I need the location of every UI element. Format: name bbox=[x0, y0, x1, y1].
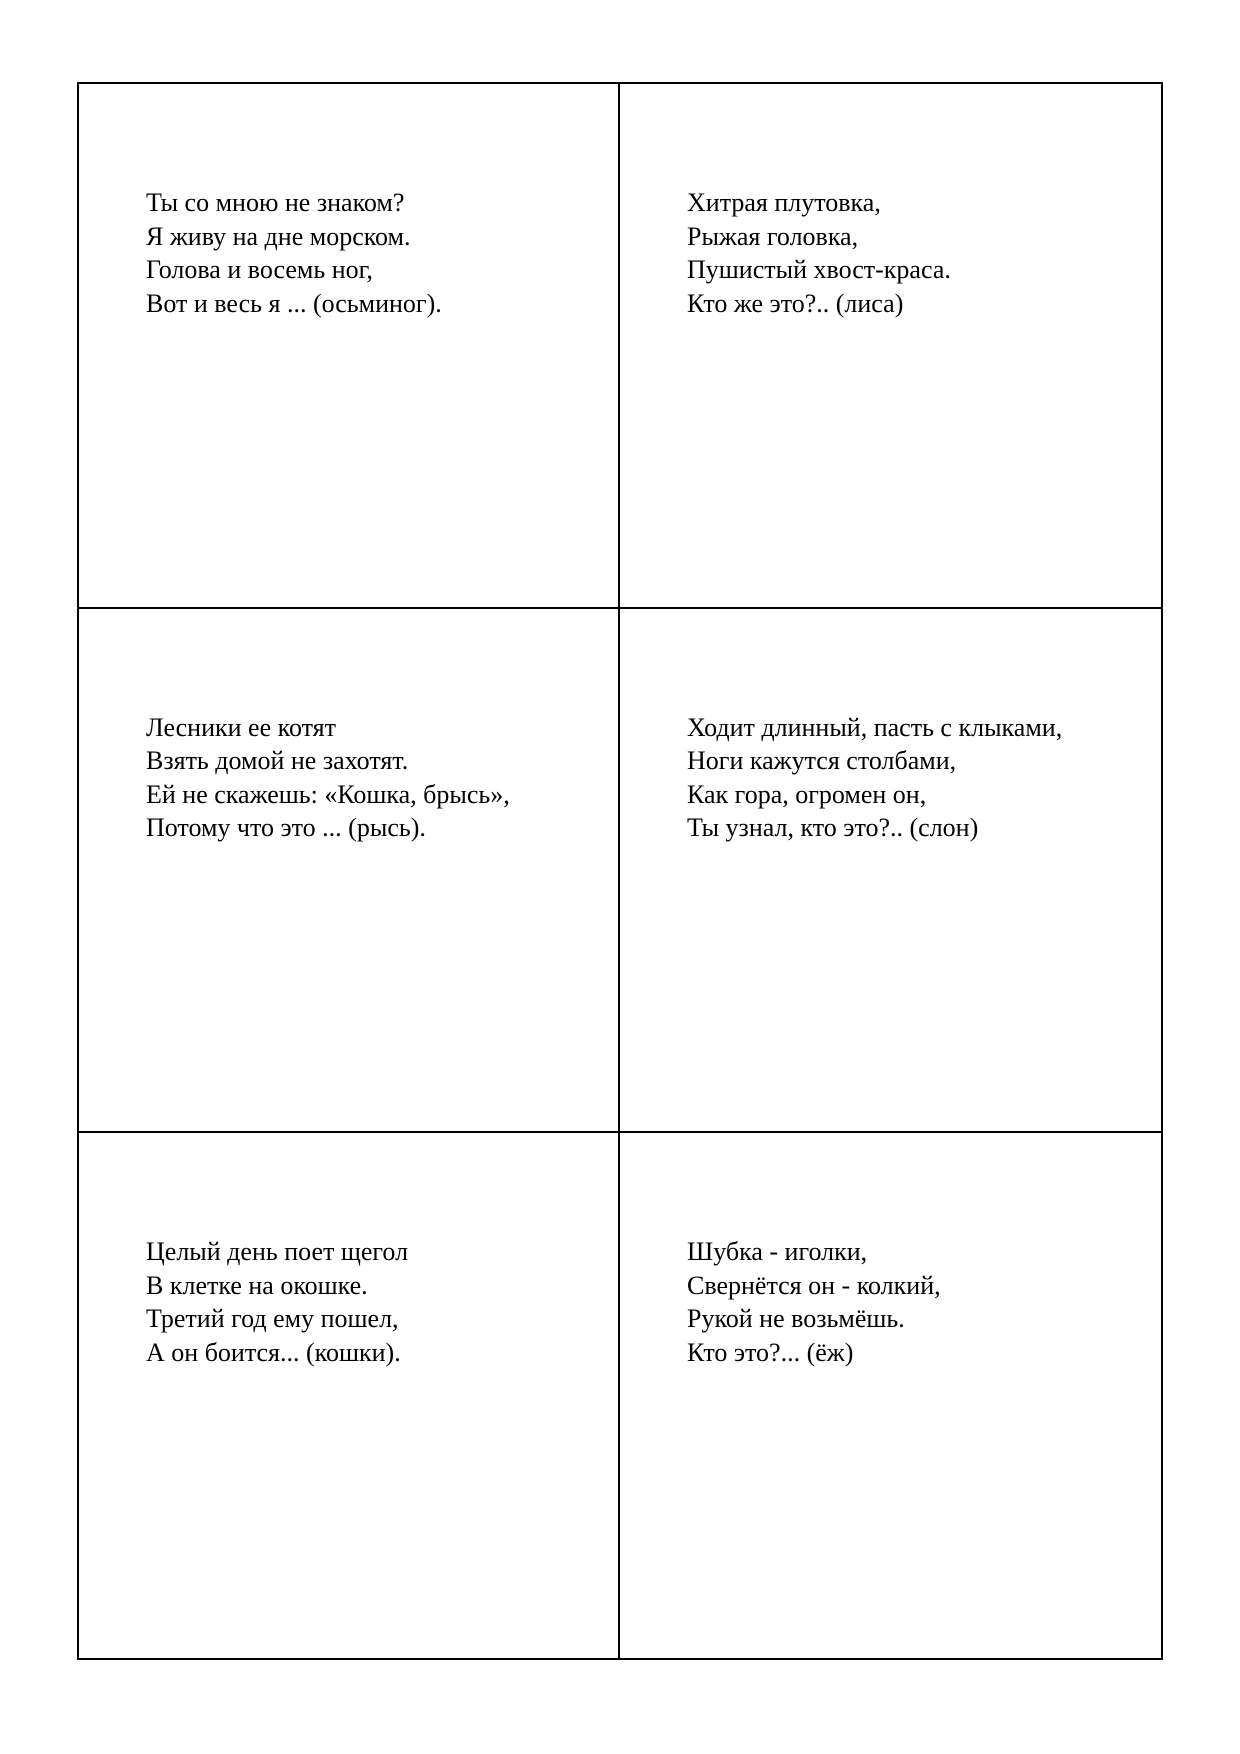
riddle-card-cats bbox=[79, 1133, 620, 1658]
riddle-card-grid bbox=[77, 82, 1163, 1660]
riddle-text bbox=[687, 711, 1062, 845]
riddle-line: Рыжая головка, bbox=[687, 221, 859, 251]
riddle-text bbox=[146, 1235, 408, 1369]
riddle-card-hedgehog bbox=[620, 1133, 1161, 1658]
riddle-line: Кто это?... (ёж) bbox=[687, 1337, 854, 1367]
riddle-line: Ноги кажутся столбами, bbox=[687, 746, 957, 776]
riddle-text bbox=[146, 186, 442, 320]
riddle-text bbox=[687, 186, 951, 320]
riddle-line: В клетке на окошке. bbox=[146, 1270, 368, 1300]
riddle-line: Целый день поет щегол bbox=[146, 1237, 409, 1267]
riddle-line: Кто же это?.. (лиса) bbox=[687, 288, 904, 318]
riddle-line: Хитрая плутовка, bbox=[687, 188, 881, 217]
riddle-line: Пушистый хвост-краса. bbox=[687, 255, 951, 284]
riddle-line: Ты со мною не знаком? bbox=[146, 188, 405, 217]
riddle-line: Ты узнал, кто это?.. (слон) bbox=[687, 813, 979, 843]
riddle-line: Как гора, огромен он, bbox=[687, 779, 927, 809]
riddle-card-lynx bbox=[79, 609, 620, 1134]
riddle-text bbox=[687, 1235, 941, 1369]
riddle-line: Потому что это ... (рысь). bbox=[146, 813, 426, 843]
riddle-line: Лесники ее котят bbox=[146, 712, 336, 742]
riddle-card-octopus bbox=[79, 84, 620, 609]
riddle-card-elephant bbox=[620, 609, 1161, 1134]
riddle-line: Взять домой не захотят. bbox=[146, 746, 409, 776]
riddle-text bbox=[146, 711, 510, 845]
riddle-line: А он боится... (кошки). bbox=[146, 1337, 401, 1367]
riddle-line: Рукой не возьмёшь. bbox=[687, 1304, 905, 1334]
riddle-line: Ходит длинный, пасть с клыками, bbox=[687, 712, 1063, 742]
riddle-line: Ей не скажешь: «Кошка, брысь», bbox=[146, 779, 510, 809]
riddle-line: Голова и восемь ног, bbox=[146, 255, 373, 284]
riddle-card-fox bbox=[620, 84, 1161, 609]
riddle-line: Третий год ему пошел, bbox=[146, 1304, 399, 1334]
riddle-line: Я живу на дне морском. bbox=[146, 221, 411, 251]
riddle-line: Вот и весь я ... (осьминог). bbox=[146, 288, 442, 318]
riddle-line: Шубка - иголки, bbox=[687, 1237, 868, 1267]
riddle-line: Свернётся он - колкий, bbox=[687, 1270, 941, 1300]
